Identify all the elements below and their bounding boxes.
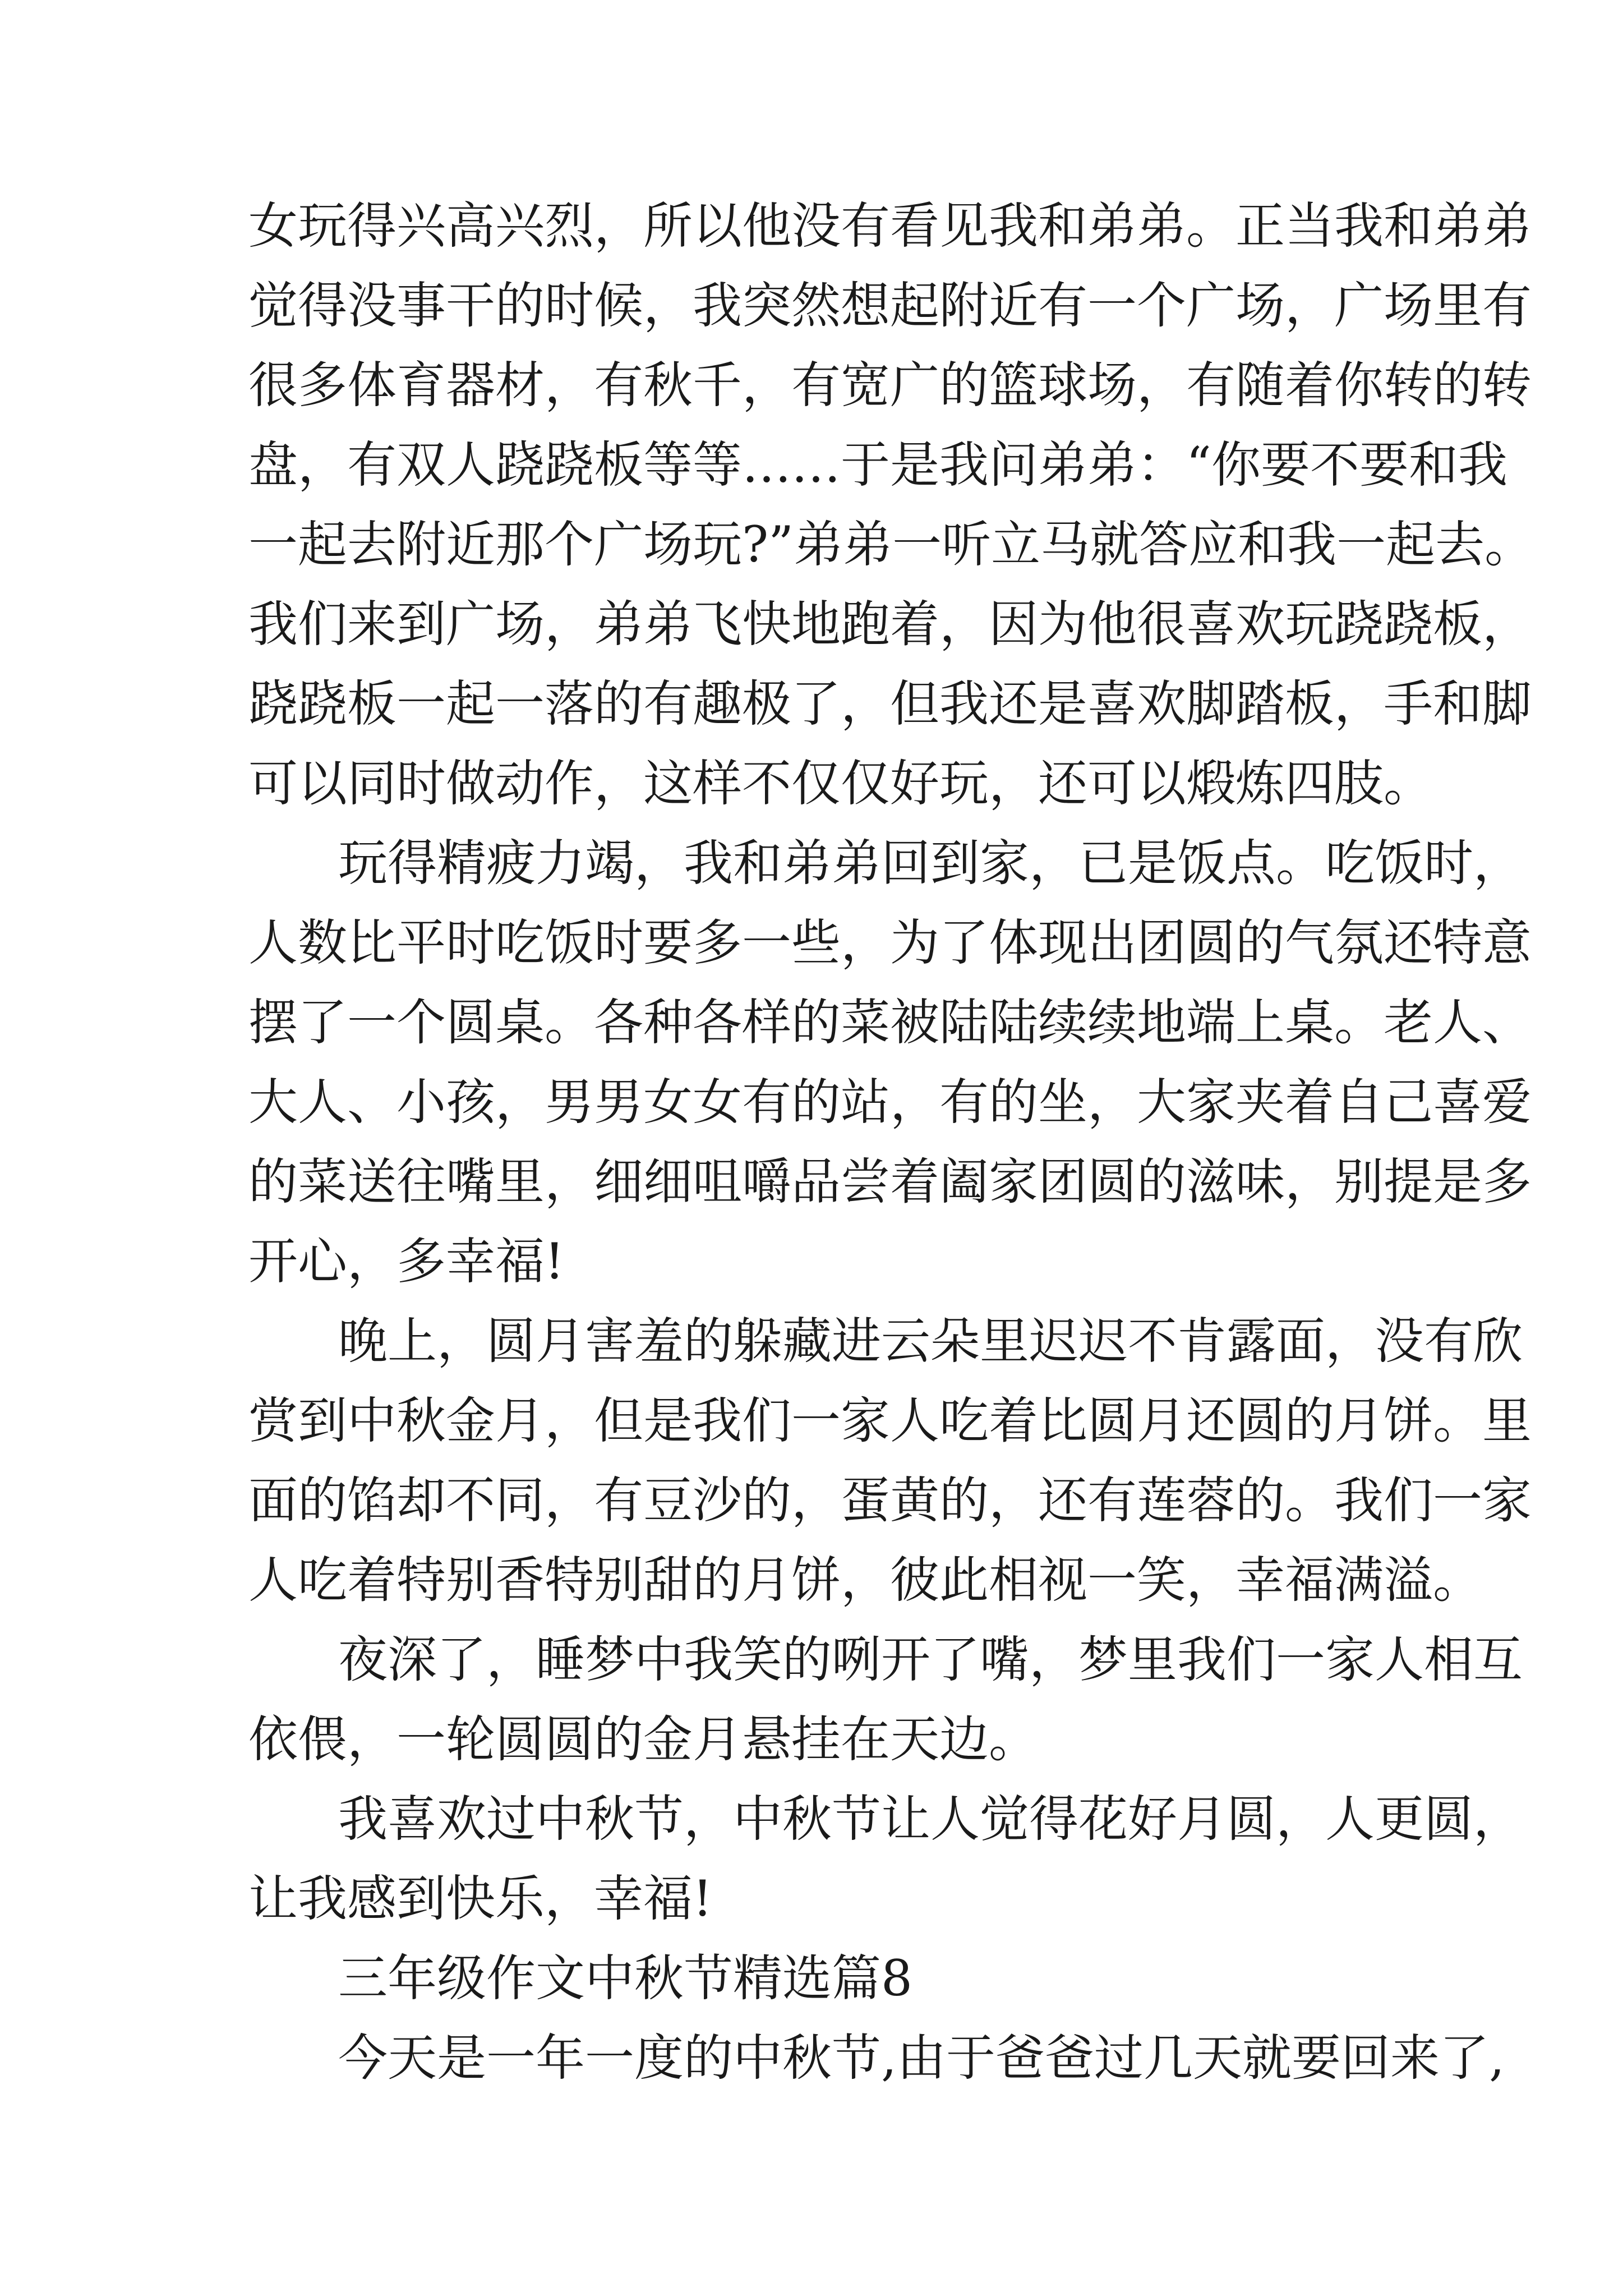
text-line: 面的馅却不同，有豆沙的，蛋黄的，还有莲蓉的。我们一家 bbox=[248, 1471, 1532, 1529]
text-line: 女玩得兴高兴烈，所以他没有看见我和弟弟。正当我和弟弟 bbox=[248, 197, 1532, 255]
paragraph-first-line: 玩得精疲力竭，我和弟弟回到家，已是饭点。吃饭时， bbox=[338, 834, 1523, 892]
text-line: 很多体育器材，有秋千，有宽广的篮球场，有随着你转的转 bbox=[248, 356, 1532, 414]
text-line: 摆了一个圆桌。各种各样的菜被陆陆续续地端上桌。老人、 bbox=[248, 993, 1532, 1051]
text-line: 觉得没事干的时候，我突然想起附近有一个广场，广场里有 bbox=[248, 277, 1532, 334]
text-line: 跷跷板一起一落的有趣极了，但我还是喜欢脚踏板，手和脚 bbox=[248, 675, 1532, 733]
text-line: 让我感到快乐，幸福! bbox=[248, 1870, 713, 1927]
paragraph-first-line: 晚上，圆月害羞的躲藏进云朵里迟迟不肯露面，没有欣 bbox=[338, 1312, 1523, 1370]
paragraph-first-line: 夜深了，睡梦中我笑的咧开了嘴，梦里我们一家人相互 bbox=[338, 1631, 1523, 1688]
text-line: 可以同时做动作，这样不仅仅好玩，还可以煅炼四肢。 bbox=[248, 754, 1433, 812]
text-line: 我们来到广场，弟弟飞快地跑着，因为他很喜欢玩跷跷板， bbox=[248, 595, 1532, 653]
text-line: 人数比平时吃饭时要多一些，为了体现出团圆的气氛还特意 bbox=[248, 914, 1532, 972]
text-line: 人吃着特别香特别甜的月饼，彼此相视一笑，幸福满溢。 bbox=[248, 1551, 1483, 1609]
text-line: 依偎，一轮圆圆的金月悬挂在天边。 bbox=[248, 1710, 1039, 1768]
text-line: 赏到中秋金月，但是我们一家人吃着比圆月还圆的月饼。里 bbox=[248, 1392, 1532, 1450]
section-heading: 三年级作文中秋节精选篇8 bbox=[338, 1949, 912, 2007]
text-line: 一起去附近那个广场玩?”弟弟一听立马就答应和我一起去。 bbox=[248, 516, 1534, 573]
text-line: 开心，多幸福! bbox=[248, 1232, 565, 1290]
text-line: 大人、小孩，男男女女有的站，有的坐，大家夹着自己喜爱 bbox=[248, 1073, 1532, 1131]
text-line: 的菜送往嘴里，细细咀嚼品尝着阖家团圆的滋味，别提是多 bbox=[248, 1153, 1532, 1211]
paragraph-first-line: 今天是一年一度的中秋节,由于爸爸过几天就要回来了, bbox=[338, 2029, 1505, 2087]
paragraph-first-line: 我喜欢过中秋节，中秋节让人觉得花好月圆，人更圆， bbox=[338, 1790, 1523, 1848]
text-line: 盘，有双人跷跷板等等……于是我问弟弟：“你要不要和我 bbox=[248, 436, 1507, 494]
